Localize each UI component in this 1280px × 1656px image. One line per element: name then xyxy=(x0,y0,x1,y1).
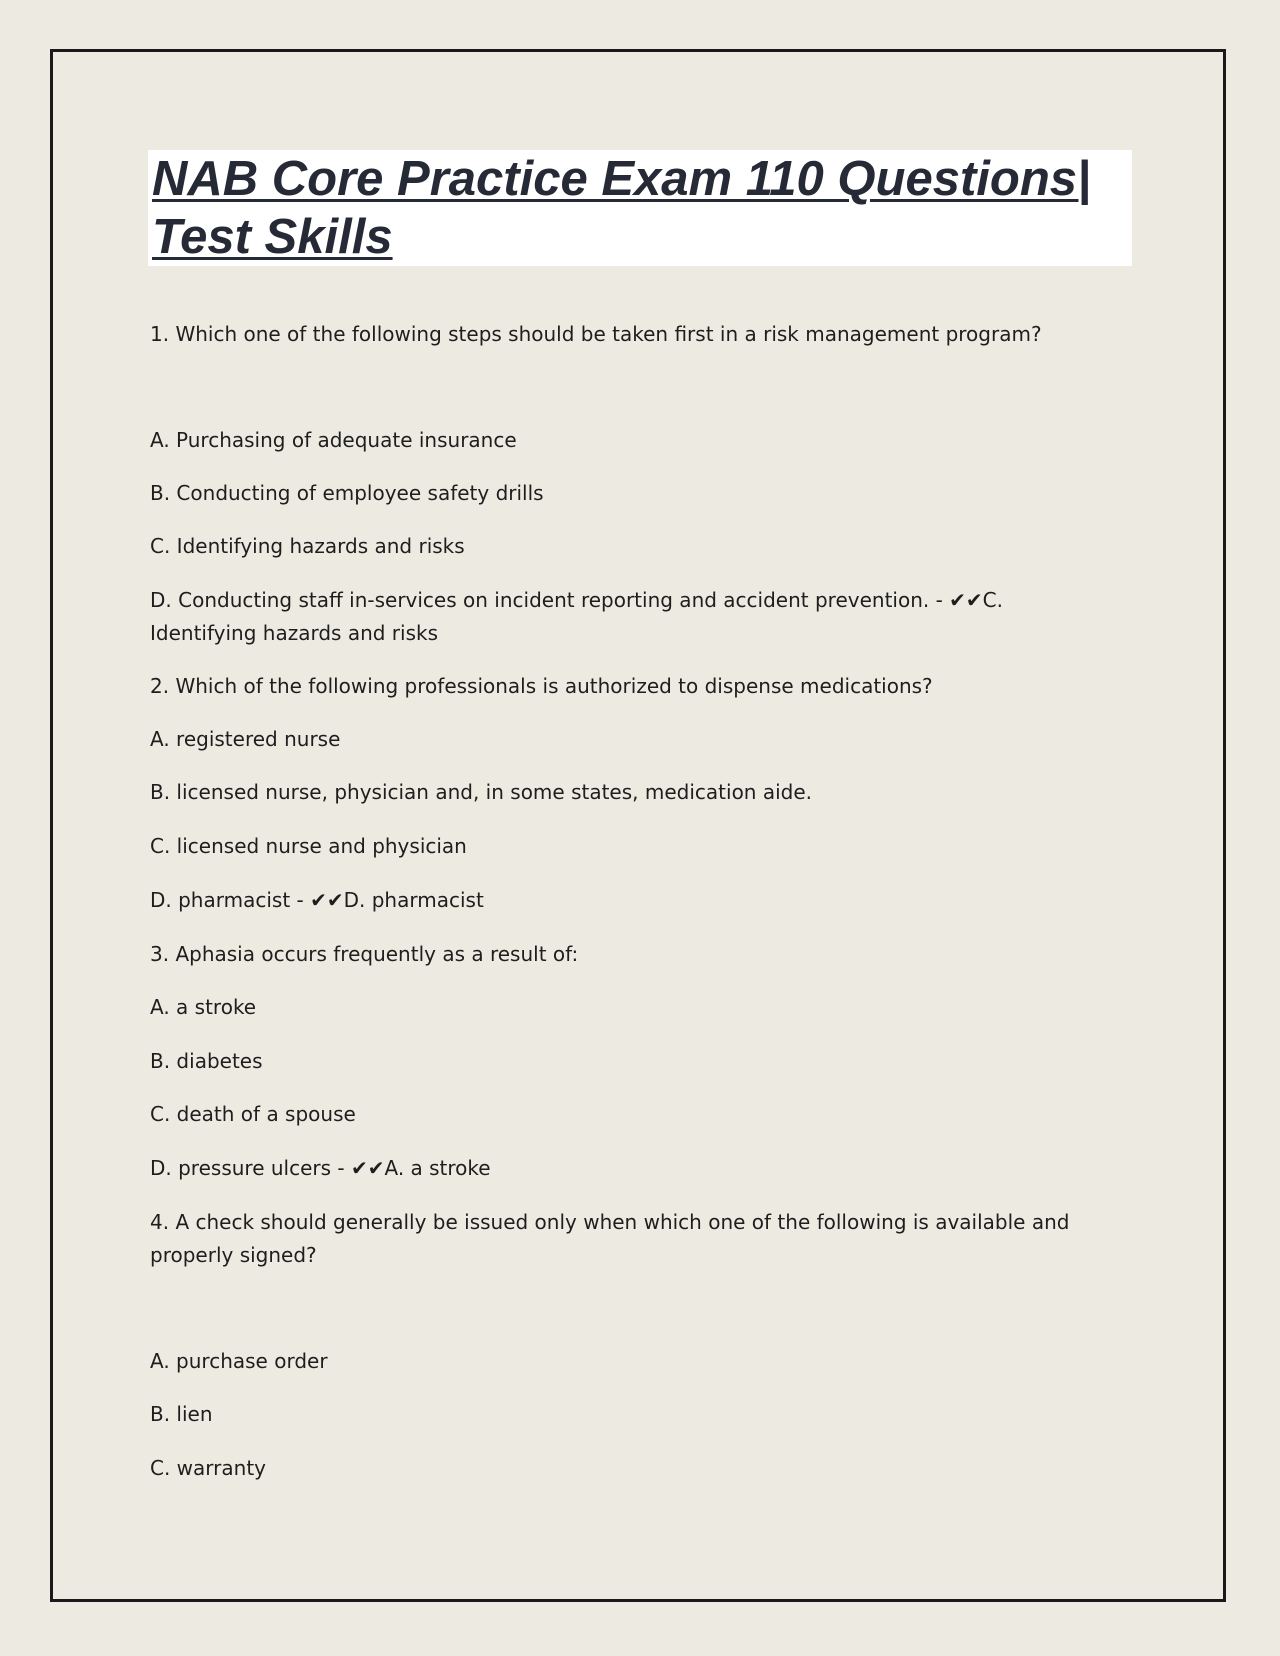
question-3: 3. Aphasia occurs frequently as a result of: xyxy=(150,942,579,966)
question-1-option-c: C. Identifying hazards and risks xyxy=(150,534,465,558)
question-4-option-a: A. purchase order xyxy=(150,1349,328,1373)
question-2-option-d-answer: D. pharmacist - ✔✔D. pharmacist xyxy=(150,888,484,912)
question-2-option-b: B. licensed nurse, physician and, in some states, medication aide. xyxy=(150,780,813,804)
question-2-option-c: C. licensed nurse and physician xyxy=(150,834,467,858)
question-3-option-c: C. death of a spouse xyxy=(150,1102,356,1126)
question-1-option-d-answer: D. Conducting staff in-services on incident reporting and accident prevention. - ✔✔C. Identifying hazards and risks xyxy=(150,588,1010,645)
question-1: 1. Which one of the following steps should be taken first in a risk management program? xyxy=(150,322,1042,346)
question-4-option-b: B. lien xyxy=(150,1402,213,1426)
document-title: NAB Core Practice Exam 110 Questions| Test Skills xyxy=(152,152,1091,264)
question-3-option-d-answer: D. pressure ulcers - ✔✔A. a stroke xyxy=(150,1156,491,1180)
question-4-option-c: C. warranty xyxy=(150,1456,266,1480)
question-4: 4. A check should generally be issued only when which one of the following is available and properly signed? xyxy=(150,1210,1076,1267)
question-3-option-a: A. a stroke xyxy=(150,995,257,1019)
question-1-option-a: A. Purchasing of adequate insurance xyxy=(150,428,517,452)
question-1-option-b: B. Conducting of employee safety drills xyxy=(150,481,544,505)
question-2: 2. Which of the following professionals is authorized to dispense medications? xyxy=(150,674,933,698)
question-3-option-b: B. diabetes xyxy=(150,1049,263,1073)
question-2-option-a: A. registered nurse xyxy=(150,727,341,751)
